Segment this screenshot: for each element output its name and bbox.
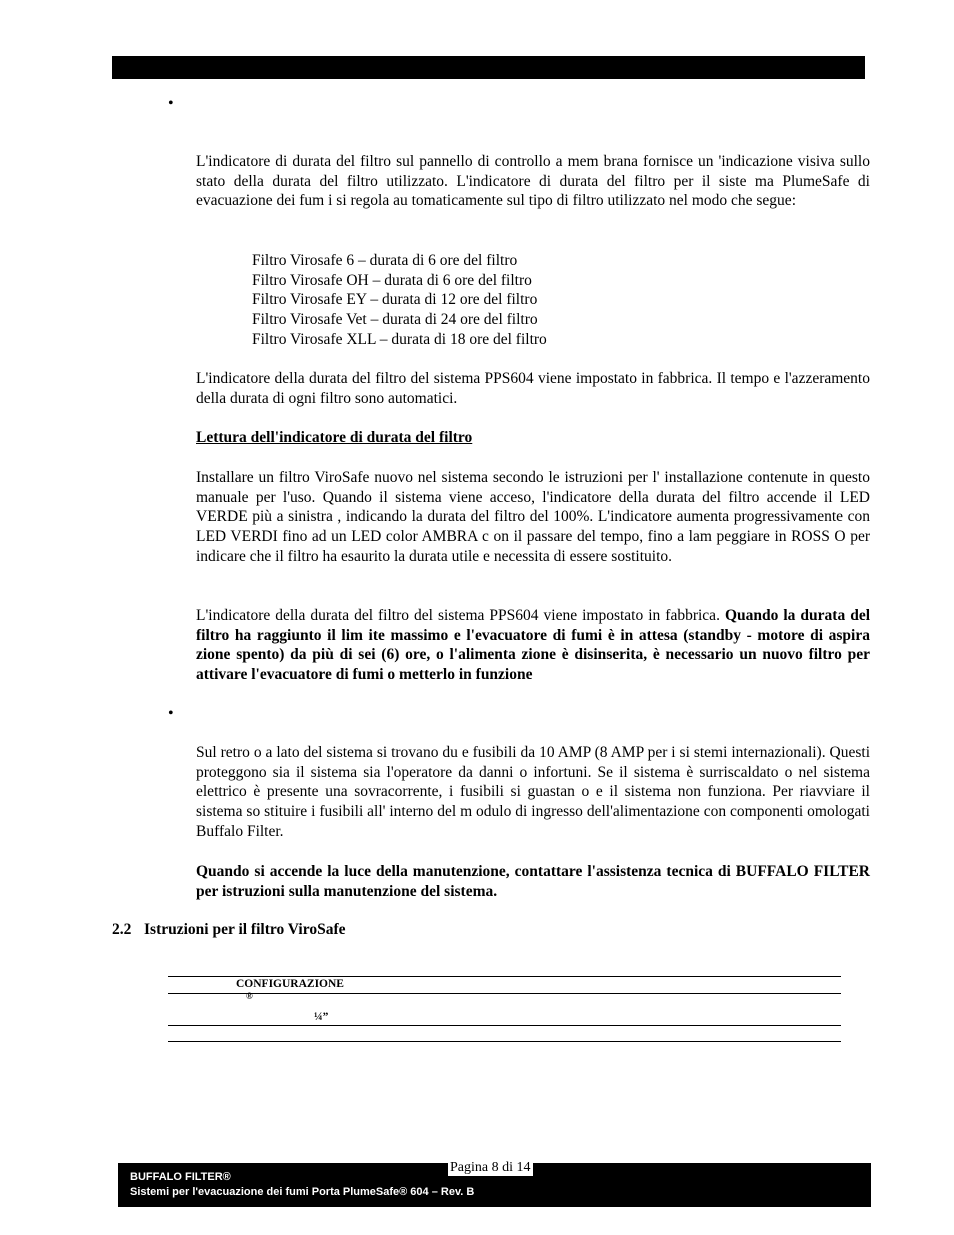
maintenance-text: Quando si accende la luce della manutenzione, contattare l'assistenza tecnica di BUFFALO FILTER per istruzioni sulla manutenzione del sistema.	[196, 863, 870, 900]
fuses-paragraph	[196, 743, 870, 842]
table-rule	[168, 993, 841, 994]
header-bar	[112, 56, 865, 79]
section-title: Istruzioni per il filtro ViroSafe	[144, 921, 346, 938]
factory-text: L'indicatore della durata del filtro del sistema PPS604 viene impostato in fabbrica. Il tempo e l'azzeramento della durata di ogni filtro sono automatici.	[196, 370, 870, 407]
list-item: Filtro Virosafe 6 – durata di 6 ore del filtro	[252, 252, 518, 269]
table-rule	[168, 1025, 841, 1026]
fuses-text: Sul retro o a lato del sistema si trovano du e fusibili da 10 AMP (8 AMP per i si stemi internazionali). Questi proteggono sia il sistema sia l'operatore da danni o infortuni. Se il sistema è surriscaldato o nel sistema elettrico è presente una sovracorrente, i fusibili si guastan o e il sistema non funziona. Per riavviare il sistema so stituire i fusibili all' interno del m odulo di ingresso dell'alimentazione con componenti omologati Buffalo Filter.	[196, 744, 870, 840]
reading-paragraph	[196, 468, 870, 567]
bullet-point: •	[168, 705, 174, 722]
filter-list	[252, 251, 547, 350]
footer-subtitle: Sistemi per l'evacuazione dei fumi Porta PlumeSafe® 604 – Rev. B	[130, 1186, 475, 1198]
limit-warning: Quando la durata del filtro ha raggiunto il lim ite massimo e l'evacuatore di fumi è in attesa (standby - motore di aspira zione spento) da più di sei (6) ore, o l'alimenta zione è disinserita, è necessario un nuovo filtro per attivare l'evacuatore di fumi o metterlo in funzione	[196, 607, 871, 684]
fraction-mark: ¼”	[314, 1011, 329, 1023]
page-number: Pagina 8 di 14	[450, 1160, 531, 1175]
table-header: CONFIGURAZIONE	[236, 978, 344, 990]
section-number: 2.2	[112, 921, 132, 938]
limit-text: L'indicatore della durata del filtro del sistema PPS604 viene impostato in fabbrica.	[196, 607, 725, 624]
factory-paragraph	[196, 369, 870, 408]
table-rule	[168, 1041, 841, 1042]
maintenance-paragraph	[196, 862, 870, 901]
list-item: Filtro Virosafe XLL – durata di 18 ore del filtro	[252, 330, 547, 348]
limit-paragraph	[196, 606, 870, 685]
list-item: Filtro Virosafe EY – durata di 12 ore del filtro	[252, 291, 538, 309]
bullet-point: •	[168, 95, 174, 112]
reading-heading: Lettura dell'indicatore di durata del filtro	[196, 429, 473, 446]
list-item: Filtro Virosafe OH – durata di 6 ore del filtro	[252, 271, 532, 289]
registered-mark: ®	[246, 991, 253, 1001]
reading-text: Installare un filtro ViroSafe nuovo nel sistema secondo le istruzioni per l' installazione contenute in questo manuale per l'uso. Quando il sistema viene acceso, l'indicatore della durata del filtro accende il LED VERDE più a sinistra , indicando la durata del filtro del 100%. L'indicatore aumenta progressivamente con LED VERDI fino ad un LED color AMBRA c on il passare del tempo, fino a lam peggiare in ROSS O per indicare che il filtro ha esaurito la durata utile e necessita di essere sostituito.	[196, 469, 870, 565]
intro-paragraph	[196, 152, 870, 211]
table-rule	[168, 976, 841, 977]
section-heading	[112, 921, 346, 939]
list-item: Filtro Virosafe Vet – durata di 24 ore del filtro	[252, 311, 538, 329]
intro-text: L'indicatore di durata del filtro sul pannello di controllo a mem brana fornisce un 'indicazione visiva sullo stato della durata del filtro utilizzato. L'indicatore di durata del filtro per il siste ma PlumeSafe di evacuazione dei fum i si regola au tomaticamente sul tipo di filtro utilizzato nel modo che segue:	[196, 153, 870, 210]
footer-brand: BUFFALO FILTER®	[130, 1171, 231, 1183]
